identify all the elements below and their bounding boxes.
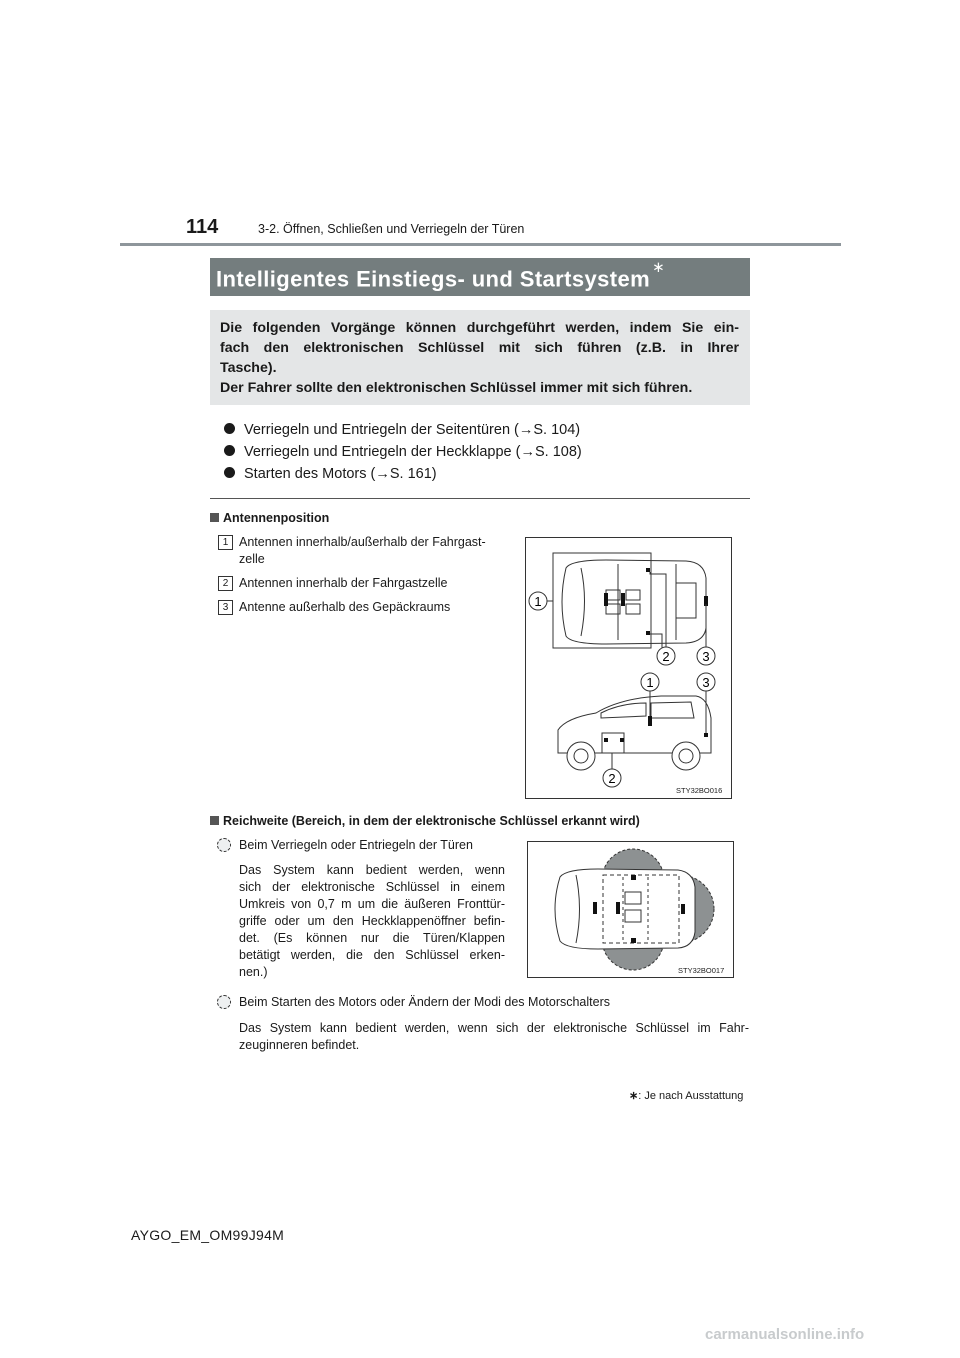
antenna-heading-text: Antennenposition bbox=[223, 511, 330, 525]
intro-line-2: fach den elektronischen Schlüssel mit sich führen (z.B. in Ihrer bbox=[220, 340, 739, 356]
document-code: AYGO_EM_OM99J94M bbox=[131, 1227, 285, 1243]
range-item1-line: betätigt werden, die den Schlüssel erken- bbox=[239, 948, 505, 962]
range-item2-line: Das System kann bedient werden, wenn sich der elektronische Schlüssel im Fahr- bbox=[239, 1021, 749, 1035]
antenna-figure bbox=[525, 537, 732, 799]
range-item2-title: Beim Starten des Motors oder Ändern der Modi des Motorschalters bbox=[239, 995, 611, 1009]
footnote bbox=[629, 1089, 743, 1102]
figure-code: STY32BO016 bbox=[676, 786, 723, 795]
section-divider bbox=[210, 498, 750, 499]
intro-line-4: Der Fahrer sollte den elektronischen Schlüssel immer mit sich führen. bbox=[220, 380, 693, 396]
figure-code: STY32BO017 bbox=[678, 966, 725, 975]
range-area-icon bbox=[217, 838, 231, 852]
car-range-illustration bbox=[528, 842, 733, 977]
watermark: carmanualsonline.info bbox=[705, 1326, 865, 1343]
bullet-text: Verriegeln und Entriegeln der Seitentüren (→S. 104) bbox=[244, 422, 581, 438]
footnote-mark-icon: ∗ bbox=[652, 259, 666, 276]
callout-1-top: 1 bbox=[534, 594, 542, 609]
callout-3-top: 3 bbox=[702, 649, 710, 664]
footnote-text: : Je nach Ausstattung bbox=[638, 1090, 744, 1102]
range-item1-line: Das System kann bedient werden, wenn bbox=[239, 863, 505, 877]
legend-text-1b: zelle bbox=[239, 552, 265, 566]
legend-text-1 bbox=[239, 534, 486, 568]
intro-line-3: Tasche). bbox=[220, 360, 277, 376]
bullet-item bbox=[224, 444, 582, 460]
header-rule bbox=[120, 243, 841, 246]
range-item2-body bbox=[239, 1020, 749, 1054]
car-antenna-illustration bbox=[526, 538, 731, 798]
callout-2-side: 2 bbox=[608, 771, 616, 786]
legend-text-1a: Antennen innerhalb/außerhalb der Fahrgast- bbox=[239, 535, 486, 549]
range-figure bbox=[527, 841, 734, 978]
range-item1-title: Beim Verriegeln oder Entriegeln der Türen bbox=[239, 838, 473, 852]
page-number: 114 bbox=[186, 216, 219, 238]
intro-line-1: Die folgenden Vorgänge können durchgeführt werden, indem Sie ein- bbox=[220, 320, 739, 336]
callout-1-side: 1 bbox=[646, 675, 654, 690]
footnote-mark-icon: ∗ bbox=[629, 1090, 639, 1102]
range-item2-line: zeuginneren befindet. bbox=[239, 1038, 360, 1052]
range-item1-line: griffe oder um den Heckklappenöffner befin- bbox=[239, 914, 505, 928]
bullet-item bbox=[224, 466, 437, 482]
bullet-dot-icon bbox=[224, 467, 235, 478]
range-item1-line: sich der elektronische Schlüssel in einem bbox=[239, 880, 505, 894]
legend-text-2: Antennen innerhalb der Fahrgastzelle bbox=[239, 576, 448, 590]
legend-number-1: 1 bbox=[218, 535, 233, 550]
bullet-text: Starten des Motors (→S. 161) bbox=[244, 466, 437, 482]
chapter-title: 3-2. Öffnen, Schließen und Verriegeln der Türen bbox=[258, 222, 525, 236]
range-item1-line: nen.) bbox=[239, 965, 268, 979]
section-title-text: Intelligentes Einstiegs- und Startsystem bbox=[216, 266, 651, 292]
range-item1-body bbox=[239, 862, 505, 981]
legend-text-3: Antenne außerhalb des Gepäckraums bbox=[239, 600, 451, 614]
square-bullet-icon bbox=[210, 513, 219, 522]
antenna-heading bbox=[210, 511, 329, 525]
callout-2-top: 2 bbox=[662, 649, 670, 664]
range-heading bbox=[210, 814, 640, 828]
bullet-dot-icon bbox=[224, 423, 235, 434]
legend-number-3: 3 bbox=[218, 600, 233, 615]
bullet-dot-icon bbox=[224, 445, 235, 456]
legend-number-2: 2 bbox=[218, 576, 233, 591]
bullet-text: Verriegeln und Entriegeln der Heckklappe (→S. 108) bbox=[244, 444, 582, 460]
bullet-item bbox=[224, 422, 580, 438]
square-bullet-icon bbox=[210, 816, 219, 825]
callout-3-side: 3 bbox=[702, 675, 710, 690]
range-item1-line: Umkreis von 0,7 m um die äußeren Fronttür- bbox=[239, 897, 505, 911]
range-heading-text: Reichweite (Bereich, in dem der elektronische Schlüssel erkannt wird) bbox=[223, 814, 640, 828]
range-item1-line: det. (Es können nur die Türen/Klappen bbox=[239, 931, 505, 945]
section-title bbox=[216, 259, 666, 292]
range-area-icon bbox=[217, 995, 231, 1009]
